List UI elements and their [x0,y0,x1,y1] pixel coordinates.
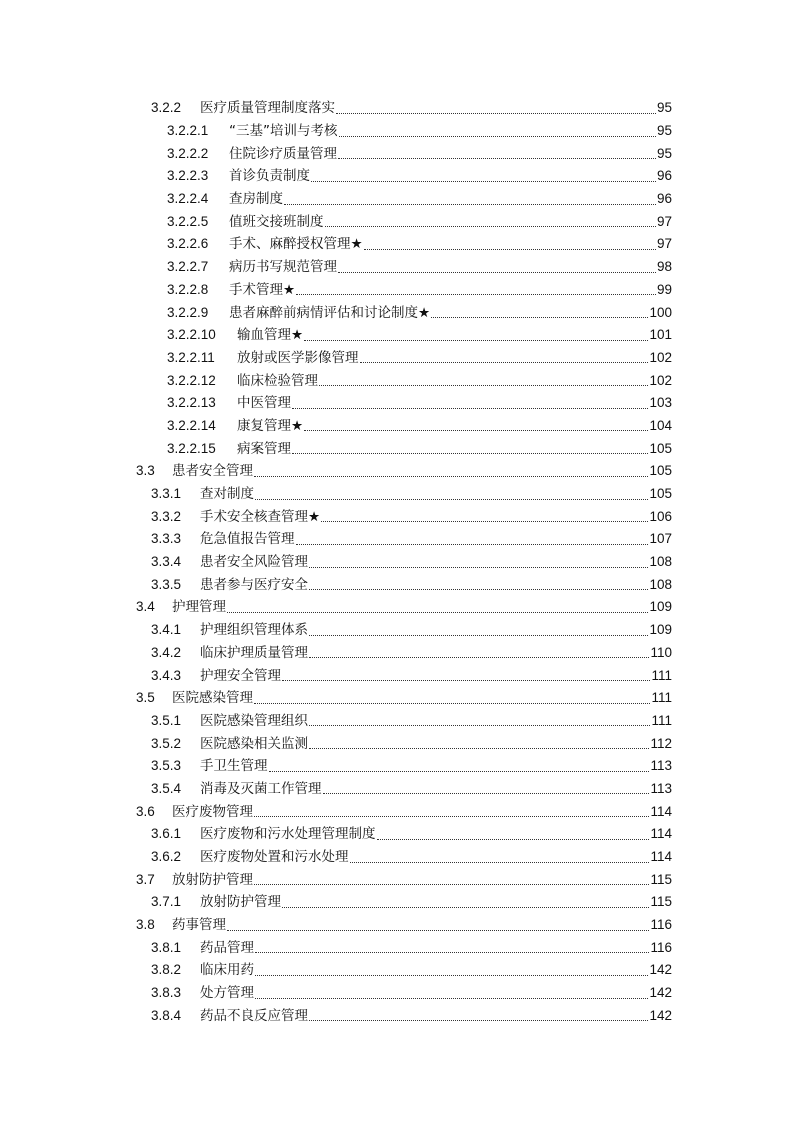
toc-entry-number: 3.2.2.1 [167,123,209,139]
dot-leader [254,476,648,477]
toc-entry-page: 142 [649,985,672,1001]
toc-entry-number: 3.2.2.6 [167,236,209,252]
toc-entry-number: 3.4.2 [151,644,182,660]
toc-entry-page: 103 [649,395,672,411]
toc-entry-number: 3.2.2.8 [167,281,209,297]
toc-entry-page: 115 [650,894,672,910]
toc-entry-title: 医院感染管理 [172,690,253,707]
toc-entry-number: 3.4.1 [151,622,182,638]
dot-leader [339,136,656,137]
toc-entry-page: 96 [656,168,672,184]
dot-leader [309,657,649,658]
toc-entry-title: 手术管理★ [229,281,296,298]
toc-entry[interactable] [151,483,672,506]
toc-entry-title: 手术、麻醉授权管理★ [229,236,363,253]
toc-entry-title: 医疗质量管理制度落实 [200,100,335,117]
toc-entry-number: 3.2.2.5 [167,213,209,229]
toc-entry-title: 护理安全管理 [200,667,281,684]
toc-entry[interactable] [151,959,672,982]
toc-entry-title: 放射防护管理 [200,894,281,911]
toc-entry-number: 3.7.1 [151,894,182,910]
toc-entry-title: 医院感染管理组织 [200,712,308,729]
toc-entry[interactable] [136,596,672,619]
toc-entry-page: 113 [650,758,672,774]
toc-entry-page: 97 [656,213,672,229]
toc-entry-page: 112 [650,735,672,751]
toc-entry-number: 3.2.2.2 [167,145,209,161]
toc-entry[interactable] [151,778,672,801]
dot-leader [325,226,656,227]
toc-entry-page: 105 [649,463,672,479]
toc-entry-title: 手卫生管理 [200,758,268,775]
toc-entry-title: 危急值报告管理 [200,531,295,548]
toc-entry-title: 医疗废物管理 [172,803,253,820]
toc-entry-number: 3.2.2.11 [167,349,215,365]
toc-entry[interactable] [167,165,672,188]
toc-entry[interactable] [167,188,672,211]
toc-entry[interactable] [136,914,672,937]
toc-entry-page: 104 [649,417,672,433]
dot-leader [323,793,650,794]
toc-entry-page: 95 [656,123,672,139]
toc-entry-page: 106 [649,508,672,524]
toc-entry-title: 病历书写规范管理 [229,259,337,276]
toc-entry-number: 3.6.2 [151,849,182,865]
toc-entry[interactable] [151,891,672,914]
toc-entry-number: 3.4 [136,599,155,615]
toc-entry-title: 查对制度 [200,486,254,503]
dot-leader [255,998,648,999]
toc-entry-title: 医院感染相关监测 [200,735,308,752]
toc-entry-page: 109 [649,599,672,615]
toc-entry-title: 消毒及灭菌工作管理 [200,780,322,797]
dot-leader [255,975,648,976]
toc-entry-page: 115 [650,871,672,887]
toc-entry-number: 3.2.2.9 [167,304,209,320]
dot-leader [304,340,648,341]
toc-entry-page: 114 [650,803,672,819]
toc-entry-title: 临床护理质量管理 [200,644,308,661]
dot-leader [309,635,648,636]
dot-leader [350,862,650,863]
toc-entry-page: 142 [649,962,672,978]
toc-entry-title: 医疗废物处置和污水处理 [200,849,349,866]
toc-entry-page: 111 [651,667,672,683]
toc-entry-number: 3.2.2.3 [167,168,209,184]
dot-leader [254,816,649,817]
toc-entry-number: 3.2.2 [151,100,182,116]
toc-entry[interactable] [167,301,672,324]
dot-leader [309,748,649,749]
toc-entry-title: 放射或医学影像管理 [237,349,359,366]
dot-leader [309,589,648,590]
toc-entry[interactable] [167,347,672,370]
toc-entry-title: 患者安全管理 [172,463,253,480]
dot-leader [254,703,650,704]
toc-entry-page: 95 [656,145,672,161]
toc-entry-number: 3.4.3 [151,667,182,683]
toc-entry-page: 109 [649,622,672,638]
dot-leader [364,249,656,250]
toc-entry-title: 临床用药 [200,962,254,979]
toc-entry[interactable] [167,324,672,347]
toc-entry[interactable] [151,573,672,596]
toc-entry-number: 3.8.3 [151,985,182,1001]
toc-entry-page: 96 [656,191,672,207]
toc-entry-page: 111 [651,712,672,728]
toc-entry-number: 3.2.2.12 [167,372,216,388]
toc-entry-number: 3.5.1 [151,712,182,728]
toc-entry-title: 病案管理 [237,440,291,457]
toc-entry-page: 113 [650,780,672,796]
toc-entry[interactable] [151,528,672,551]
dot-leader [255,952,649,953]
toc-entry-title: 患者安全风险管理 [200,554,308,571]
toc-entry-page: 101 [649,327,672,343]
toc-entry[interactable] [151,1005,672,1028]
toc-entry-number: 3.5.4 [151,780,182,796]
toc-entry[interactable] [167,120,672,143]
toc-entry-page: 105 [649,440,672,456]
toc-entry[interactable] [151,982,672,1005]
toc-entry-page: 98 [656,259,672,275]
toc-entry-number: 3.3.2 [151,508,182,524]
dot-leader [292,453,648,454]
toc-entry[interactable] [151,505,672,528]
toc-entry-page: 116 [650,917,672,933]
toc-entry-page: 102 [649,349,672,365]
dot-leader [227,930,649,931]
dot-leader [338,272,656,273]
toc-entry-page: 100 [649,304,672,320]
toc-entry[interactable] [136,800,672,823]
toc-entry[interactable] [151,823,672,846]
toc-entry[interactable] [136,460,672,483]
toc-entry-title: 住院诊疗质量管理 [229,145,337,162]
toc-entry[interactable] [167,256,672,279]
toc-entry-page: 102 [649,372,672,388]
toc-entry[interactable] [167,210,672,233]
toc-entry-title: 临床检验管理 [237,372,318,389]
toc-entry-page: 97 [656,236,672,252]
dot-leader [282,907,649,908]
dot-leader [336,113,656,114]
toc-entry[interactable] [151,846,672,869]
toc-entry-number: 3.3 [136,463,155,479]
toc-entry-title: 患者参与医疗安全 [200,576,308,593]
toc-entry-page: 114 [650,849,672,865]
toc-entry-number: 3.2.2.10 [167,327,216,343]
toc-entry-title: 值班交接班制度 [229,213,324,230]
dot-leader [269,771,650,772]
toc-entry[interactable] [167,279,672,302]
toc-entry-title: 手术安全核查管理★ [200,508,321,525]
toc-entry[interactable] [151,642,672,665]
toc-entry-page: 99 [656,281,672,297]
toc-entry-page: 105 [649,486,672,502]
toc-entry-number: 3.3.1 [151,486,182,502]
toc-entry[interactable] [151,755,672,778]
table-of-contents [0,97,793,1027]
toc-entry-number: 3.8.1 [151,939,182,955]
dot-leader [377,839,650,840]
toc-entry-title: 药品管理 [200,939,254,956]
toc-entry-page: 110 [650,644,672,660]
dot-leader [255,499,648,500]
toc-entry-title: 中医管理 [237,395,291,412]
toc-entry[interactable] [151,551,672,574]
toc-entry-page: 111 [651,690,672,706]
toc-entry-title: 医疗废物和污水处理管理制度 [200,826,376,843]
toc-entry[interactable] [167,415,672,438]
dot-leader [360,362,649,363]
toc-entry-page: 107 [649,531,672,547]
toc-entry-title: 护理管理 [172,599,226,616]
dot-leader [284,204,656,205]
toc-entry-number: 3.2.2.15 [167,440,216,456]
dot-leader [338,158,656,159]
toc-entry-number: 3.7 [136,871,155,887]
toc-entry-page: 95 [656,100,672,116]
toc-entry-number: 3.6.1 [151,826,182,842]
toc-entry[interactable] [151,97,672,120]
dot-leader [309,1020,648,1021]
toc-entry-title: 首诊负责制度 [229,168,310,185]
dot-leader [282,680,650,681]
toc-entry-page: 108 [649,576,672,592]
dot-leader [321,521,648,522]
toc-entry-page: 114 [650,826,672,842]
dot-leader [431,317,648,318]
toc-entry-number: 3.8.4 [151,1007,182,1023]
toc-entry-page: 116 [650,939,672,955]
toc-entry-number: 3.2.2.7 [167,259,209,275]
toc-entry-number: 3.3.4 [151,554,182,570]
toc-entry-title: 护理组织管理体系 [200,622,308,639]
toc-entry-number: 3.3.3 [151,531,182,547]
toc-entry-number: 3.8.2 [151,962,182,978]
toc-entry[interactable] [167,142,672,165]
toc-entry[interactable] [151,710,672,733]
dot-leader [296,544,649,545]
toc-entry[interactable] [167,369,672,392]
toc-entry[interactable] [151,732,672,755]
toc-entry-number: 3.2.2.13 [167,395,216,411]
toc-entry-number: 3.5.2 [151,735,182,751]
toc-entry-number: 3.5.3 [151,758,182,774]
toc-entry[interactable] [151,619,672,642]
toc-entry-title: 药事管理 [172,917,226,934]
dot-leader [292,408,648,409]
dot-leader [296,294,656,295]
dot-leader [227,612,648,613]
dot-leader [319,385,648,386]
toc-entry-page: 108 [649,554,672,570]
toc-entry[interactable] [136,868,672,891]
toc-entry-number: 3.2.2.14 [167,417,216,433]
toc-entry-title: 放射防护管理 [172,871,253,888]
toc-entry[interactable] [151,936,672,959]
dot-leader [254,884,649,885]
toc-entry-title: 药品不良反应管理 [200,1007,308,1024]
toc-entry-number: 3.2.2.4 [167,191,209,207]
toc-entry-number: 3.3.5 [151,576,182,592]
toc-entry-number: 3.6 [136,803,155,819]
toc-entry[interactable] [167,233,672,256]
dot-leader [309,567,648,568]
toc-entry-title: 查房制度 [229,191,283,208]
toc-entry-title: 患者麻醉前病情评估和讨论制度★ [229,304,431,321]
toc-entry-title: 处方管理 [200,985,254,1002]
toc-entry-title: 输血管理★ [237,327,304,344]
toc-entry[interactable] [151,664,672,687]
toc-entry-number: 3.5 [136,690,155,706]
toc-entry-title: “三基”培训与考核 [229,123,338,140]
toc-entry[interactable] [136,687,672,710]
toc-entry[interactable] [167,437,672,460]
toc-entry[interactable] [167,392,672,415]
toc-entry-title: 康复管理★ [237,417,304,434]
toc-entry-page: 142 [649,1007,672,1023]
dot-leader [304,430,648,431]
dot-leader [311,181,656,182]
toc-entry-number: 3.8 [136,917,155,933]
dot-leader [309,725,650,726]
